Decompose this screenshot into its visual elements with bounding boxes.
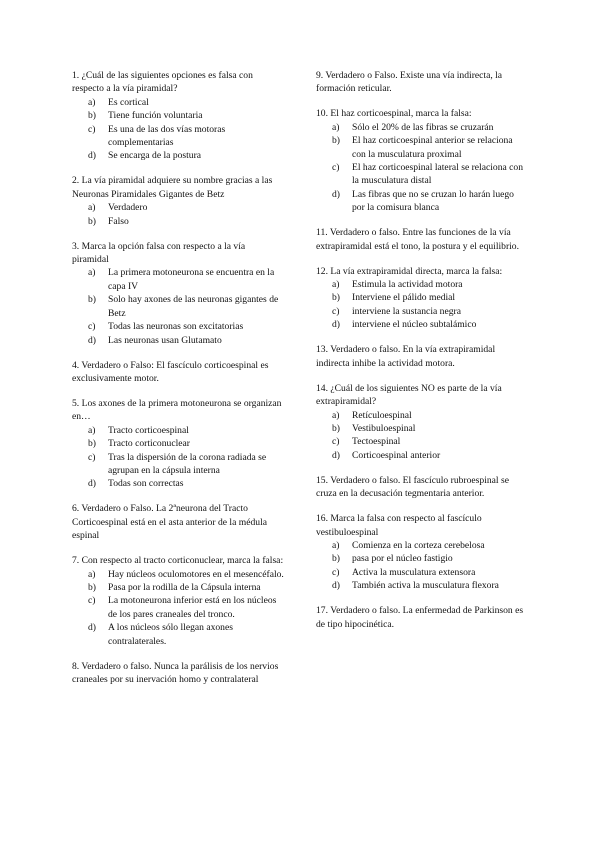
question-block	[316, 226, 528, 253]
option-item	[72, 109, 284, 122]
question-block	[316, 382, 528, 462]
question-block	[316, 343, 528, 370]
option-text: Tracto corticoespinal	[108, 424, 189, 436]
option-item	[72, 215, 284, 228]
question-text: 10. El haz corticoespinal, marca la falsa:	[316, 108, 472, 120]
left-column	[72, 69, 284, 698]
question-text: 12. La vía extrapiramidal directa, marca la falsa:	[316, 265, 503, 277]
option-text: Tiene función voluntaria	[108, 110, 203, 122]
option-text: pasa por el núcleo fastigio	[352, 553, 453, 565]
option-letter: c)	[88, 123, 96, 135]
option-letter: a)	[88, 96, 96, 108]
option-letter: b)	[332, 553, 340, 565]
question-text: 6. Verdadero o Falso. La 2ªneurona del Tracto Corticoespinal está en el asta anterior de la médula espinal	[72, 503, 267, 542]
question-text: 15. Verdadero o falso. El fascículo rubroespinal se cruza en la decusación tegmentaria anterior.	[316, 474, 509, 500]
option-item	[316, 318, 528, 331]
option-letter: b)	[88, 438, 96, 450]
option-text: Tras la dispersión de la corona radiada se agrupan en la cápsula interna	[108, 451, 267, 476]
option-text: También activa la musculatura flexora	[352, 580, 499, 592]
question-block	[316, 604, 528, 631]
option-item	[72, 293, 284, 320]
option-text: Tectoespinal	[352, 436, 401, 448]
options-list	[72, 424, 284, 491]
option-text: Es una de las dos vías motoras complementarias	[108, 123, 226, 149]
question-block	[316, 265, 528, 332]
option-letter: c)	[332, 566, 340, 578]
option-text: Vestibuloespinal	[352, 422, 416, 434]
options-list	[316, 278, 528, 332]
question-block	[316, 512, 528, 592]
option-text: El haz corticoespinal lateral se relaciona con la musculatura distal	[352, 162, 524, 187]
question-block	[72, 554, 284, 648]
option-text: Activa la musculatura extensora	[352, 566, 476, 578]
options-list	[72, 266, 284, 346]
option-item	[72, 201, 284, 214]
option-letter: b)	[88, 581, 96, 593]
question-text: 14. ¿Cuál de los siguientes NO es parte de la vía extrapiramidal?	[316, 382, 502, 408]
option-item	[72, 123, 284, 150]
options-list	[316, 539, 528, 593]
option-item	[72, 451, 284, 478]
question-text: 9. Verdadero o Falso. Existe una vía indirecta, la formación reticular.	[316, 70, 503, 95]
option-item	[72, 477, 284, 490]
option-text: Es cortical	[108, 96, 149, 108]
question-block	[316, 69, 528, 96]
option-item	[316, 278, 528, 291]
option-text: Corticoespinal anterior	[352, 449, 441, 461]
question-text: 8. Verdadero o falso. Nunca la parálisis de los nervios craneales por su inervación homo y contralateral	[72, 660, 279, 685]
question-text: 5. Los axones de la primera motoneurona se organizan en…	[72, 397, 282, 423]
option-text: Estimula la actividad motora	[352, 279, 463, 291]
option-item	[72, 334, 284, 347]
option-text: Hay núcleos oculomotores en el mesencéfalo.	[108, 568, 284, 580]
option-text: Sólo el 20% de las fibras se cruzarán	[352, 121, 494, 133]
option-item	[72, 581, 284, 594]
option-text: interviene el núcleo subtalámico	[352, 319, 477, 331]
option-letter: a)	[88, 202, 96, 214]
option-item	[72, 320, 284, 333]
option-item	[72, 594, 284, 621]
question-text: 16. Marca la falsa con respecto al fascículo vestibuloespinal	[316, 513, 482, 538]
question-text: 1. ¿Cuál de las siguientes opciones es falsa con respecto a la vía piramidal?	[72, 70, 253, 95]
option-item	[316, 552, 528, 565]
option-text: Tracto corticonuclear	[108, 438, 190, 450]
option-item	[316, 449, 528, 462]
question-block	[72, 502, 284, 542]
option-item	[316, 161, 528, 188]
option-text: Interviene el pálido medial	[352, 292, 456, 304]
question-text: 3. Marca la opción falsa con respecto a la vía piramidal	[72, 240, 246, 266]
option-letter: d)	[88, 478, 96, 490]
option-item	[316, 121, 528, 134]
option-text: A los núcleos sólo llegan axones contralaterales.	[108, 622, 233, 647]
option-letter: b)	[88, 294, 96, 306]
options-list	[72, 201, 284, 228]
option-text: Las fibras que no se cruzan lo harán luego por la comisura blanca	[352, 188, 514, 214]
option-letter: b)	[332, 422, 340, 434]
option-text: El haz corticoespinal anterior se relaciona con la musculatura proximal	[352, 135, 513, 160]
option-item	[72, 424, 284, 437]
question-text: 11. Verdadero o falso. Entre las funciones de la vía extrapiramidal está el tono, la postura y el equilibrio.	[316, 227, 520, 252]
option-letter: d)	[332, 580, 340, 592]
option-item	[316, 409, 528, 422]
option-item	[72, 149, 284, 162]
option-letter: b)	[332, 292, 340, 304]
option-letter: c)	[88, 321, 96, 333]
question-block	[72, 69, 284, 163]
option-item	[316, 579, 528, 592]
question-block	[72, 397, 284, 491]
option-text: Se encarga de la postura	[108, 150, 202, 162]
question-block	[316, 474, 528, 501]
option-item	[316, 188, 528, 215]
option-item	[72, 568, 284, 581]
option-letter: a)	[88, 424, 96, 436]
option-letter: b)	[88, 110, 96, 122]
option-item	[72, 621, 284, 648]
option-text: interviene la sustancia negra	[352, 305, 461, 317]
option-letter: a)	[332, 409, 340, 421]
option-letter: b)	[332, 135, 340, 147]
options-list	[72, 568, 284, 648]
options-list	[72, 96, 284, 163]
option-letter: c)	[332, 162, 340, 174]
option-letter: d)	[88, 150, 96, 162]
option-item	[316, 539, 528, 552]
option-letter: c)	[88, 595, 96, 607]
option-item	[316, 566, 528, 579]
question-text: 13. Verdadero o falso. En la vía extrapiramidal indirecta inhibe la actividad motora.	[316, 344, 496, 369]
option-text: Solo hay axones de las neuronas gigantes de Betz	[108, 294, 279, 319]
question-block	[316, 107, 528, 214]
options-list	[316, 121, 528, 215]
question-text: 2. La vía piramidal adquiere su nombre gracias a las Neuronas Piramidales Gigantes de Betz	[72, 175, 273, 200]
option-letter: c)	[88, 451, 96, 463]
option-letter: a)	[332, 539, 340, 551]
option-text: Pasa por la rodilla de la Cápsula interna	[108, 581, 261, 593]
option-item	[316, 305, 528, 318]
option-item	[316, 134, 528, 161]
option-text: Falso	[108, 215, 129, 227]
option-item	[72, 266, 284, 293]
option-letter: d)	[88, 622, 96, 634]
question-block	[72, 359, 284, 386]
option-item	[316, 291, 528, 304]
question-text: 17. Verdadero o falso. La enfermedad de Parkinson es de tipo hipocinética.	[316, 605, 524, 630]
option-text: Todas son correctas	[108, 478, 184, 490]
right-column	[316, 69, 528, 643]
options-list	[316, 409, 528, 463]
question-block	[72, 174, 284, 228]
option-letter: d)	[88, 334, 96, 346]
option-text: Verdadero	[108, 202, 148, 214]
option-letter: a)	[332, 121, 340, 133]
option-text: La motoneurona inferior está en los núcleos de los pares craneales del tronco.	[108, 595, 277, 620]
option-item	[316, 422, 528, 435]
option-letter: b)	[88, 215, 96, 227]
option-item	[72, 437, 284, 450]
option-letter: a)	[332, 279, 340, 291]
option-letter: a)	[88, 568, 96, 580]
option-text: La primera motoneurona se encuentra en la capa IV	[108, 267, 275, 292]
option-letter: d)	[332, 319, 340, 331]
option-letter: d)	[332, 449, 340, 461]
option-letter: c)	[332, 305, 340, 317]
option-text: Retículoespinal	[352, 409, 412, 421]
question-block	[72, 240, 284, 347]
option-text: Comienza en la corteza cerebelosa	[352, 539, 485, 551]
option-letter: d)	[332, 188, 340, 200]
question-text: 7. Con respecto al tracto corticonuclear, marca la falsa:	[72, 555, 284, 567]
option-text: Las neuronas usan Glutamato	[108, 334, 222, 346]
option-item	[72, 96, 284, 109]
question-block	[72, 660, 284, 687]
question-text: 4. Verdadero o Falso: El fascículo corticoespinal es exclusivamente motor.	[72, 359, 269, 384]
option-letter: c)	[332, 436, 340, 448]
option-item	[316, 435, 528, 448]
option-text: Todas las neuronas son excitatorias	[108, 321, 244, 333]
option-letter: a)	[88, 267, 96, 279]
